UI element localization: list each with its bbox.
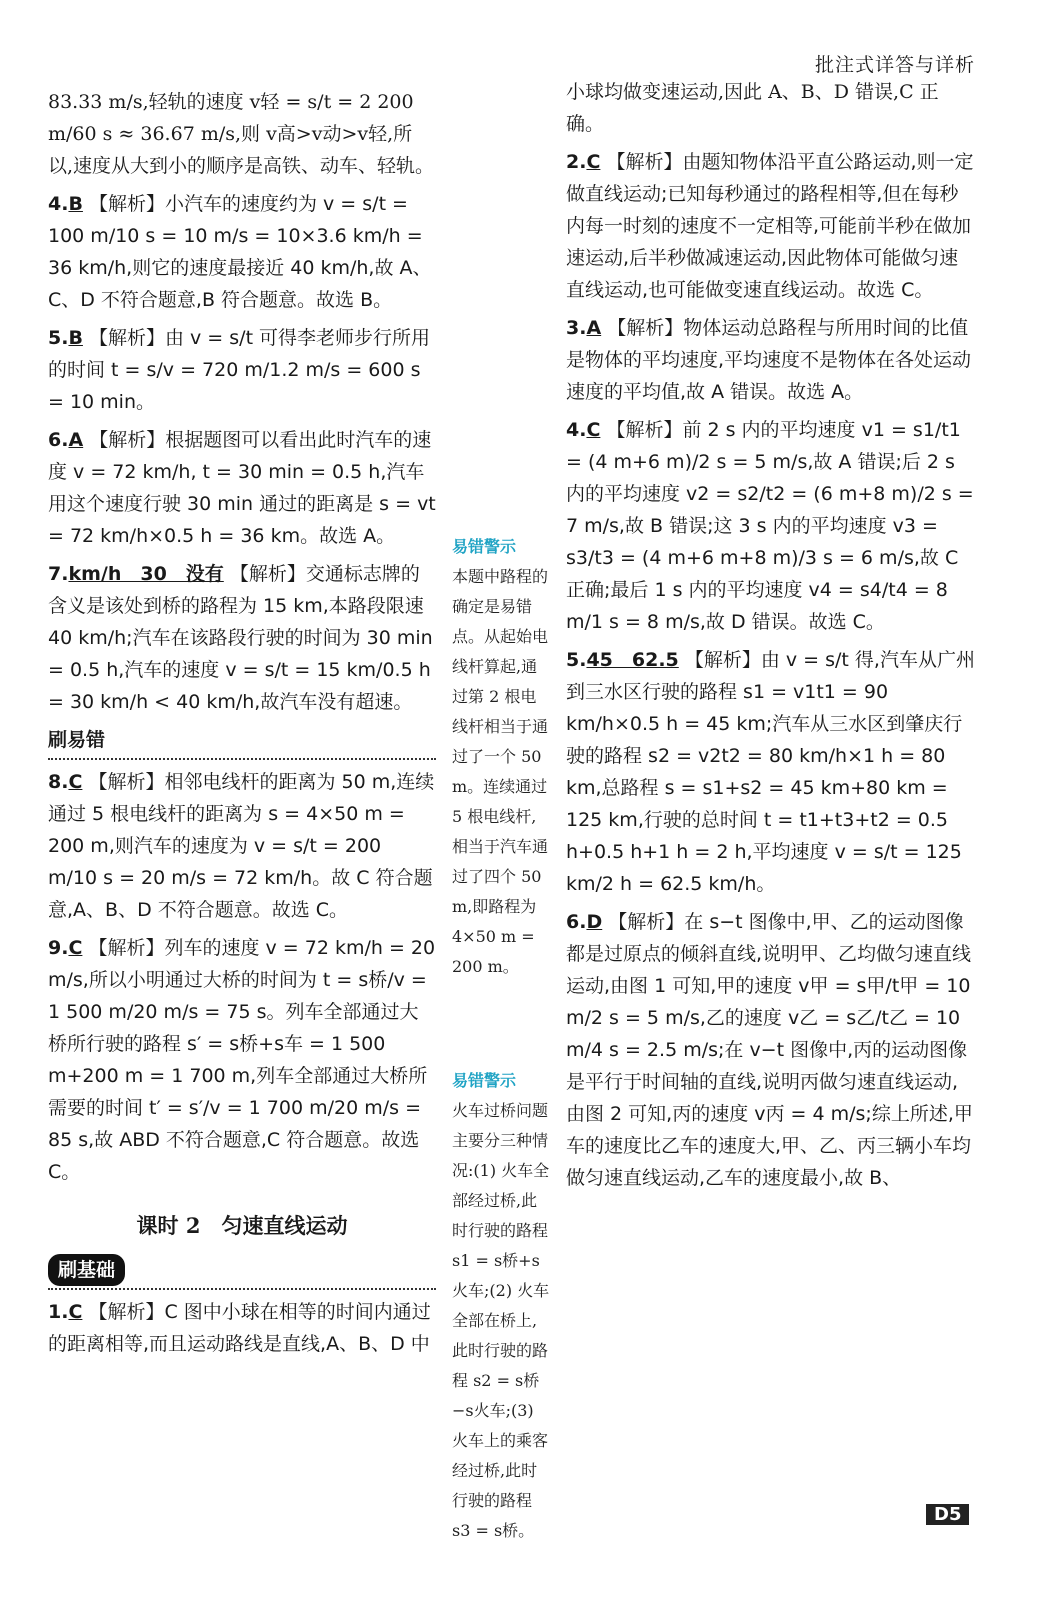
paragraph-continued: 83.33 m/s,轻轨的速度 v轻 = s/t = 2 200 m/60 s ≈ 36.67 m/s,则 v高>v动>v轻,所以,速度从大到小的顺序是高铁、动车、轻轨。 xyxy=(48,91,435,177)
answer: C xyxy=(68,937,83,959)
warning-text: 火车过桥问题主要分三种情况:(1) 火车全部经过桥,此时行驶的路程 s1 = s桥+s火车;(2) 火车全部在桥上,此时行驶的路程 s2 = s桥−s火车;(3) 火车上的乘客经过桥,此时行驶的路程 s3 = s桥。 xyxy=(452,1101,550,1540)
answer: 45 62.5 xyxy=(586,649,679,671)
question-6: 6.A 【解析】根据题图可以看出此时汽车的速度 v = 72 km/h, t = 30 min = 0.5 h,汽车用这个速度行驶 30 min 通过的距离是 s = vt = 72 km/h×0.5 h = 36 km。故选 A。 xyxy=(48,429,436,547)
warning-text: 本题中路程的确定是易错点。从起始电线杆算起,通过第 2 根电线杆相当于通过了一个 50 m。连续通过 5 根电线杆,相当于汽车通过了四个 50 m,即路程为 4×50 m = 200 m。 xyxy=(452,567,549,976)
answer: B xyxy=(68,327,83,349)
warning-title: 易错警示 xyxy=(452,1071,517,1090)
question-7: 7.km/h 30 没有 【解析】交通标志牌的含义是该处到桥的路程为 15 km,本路段限速 40 km/h;汽车在该路段行驶的时间为 30 min = 0.5 h,汽车的速度 v = s/t = 15 km/0.5 h = 30 km/h < 40 km/h,故汽车没有超速。 xyxy=(48,563,433,713)
page-number: D5 xyxy=(926,1504,969,1525)
left-column xyxy=(48,86,436,1366)
running-header: 批注式详答与详析 xyxy=(814,54,975,76)
lesson-title: 课时 2 匀速直线运动 xyxy=(136,1213,348,1238)
question-r2: 2.C 【解析】由题知物体沿平直公路运动,则一定做直线运动;已知每秒通过的路程相等,但在每秒内每一时刻的速度不一定相等,可能前半秒在做加速运动,后半秒做减速运动,因此物体可能做匀速直线运动,也可能做变速直线运动。故选 C。 xyxy=(566,151,974,301)
side-note-1 xyxy=(452,532,552,982)
question-9: 9.C 【解析】列车的速度 v = 72 km/h = 20 m/s,所以小明通过大桥的时间为 t = s桥/v = 1 500 m/20 m/s = 75 s。列车全部通过大桥所行驶的路程 s′ = s桥+s车 = 1 500 m+200 m = 1 700 m,列车全部通过大桥所需要的时间 t′ = s′/v = 1 700 m/20 m/s = 85 s,故 ABD 不符合题意,C 符合题意。故选 C。 xyxy=(48,937,436,1183)
right-column xyxy=(566,76,976,1200)
question-4: 4.B 【解析】小汽车的速度约为 v = s/t = 100 m/10 s = 10 m/s = 10×3.6 km/h = 36 km/h,则它的速度最接近 40 km/h,故 A、C、D 不符合题意,B 符合题意。故选 B。 xyxy=(48,193,432,311)
answer: B xyxy=(68,193,83,215)
question-r3: 3.A 【解析】物体运动总路程与所用时间的比值是物体的平均速度,平均速度不是物体在各处运动速度的平均值,故 A 错误。故选 A。 xyxy=(566,317,972,403)
answer: C xyxy=(68,1301,83,1323)
answer: D xyxy=(586,911,603,933)
section-heading-easy-wrong: 刷易错 xyxy=(48,724,436,760)
question-r4: 4.C 【解析】前 2 s 内的平均速度 v1 = s1/t1 = (4 m+6 m)/2 s = 5 m/s,故 A 错误;后 2 s 内的平均速度 v2 = s2/t2 = (6 m+8 m)/2 s = 7 m/s,故 B 错误;这 3 s 内的平均速度 v3 = s3/t3 = (4 m+6 m+8 m)/3 s = 6 m/s,故 C 正确;最后 1 s 内的平均速度 v4 = s4/t4 = 8 m/1 s = 8 m/s,故 D 错误。故选 C。 xyxy=(566,419,974,633)
answer: A xyxy=(68,429,84,451)
question-r5: 5.45 62.5 【解析】由 v = s/t 得,汽车从广州到三水区行驶的路程 s1 = v1t1 = 90 km/h×0.5 h = 45 km;汽车从三水区到肇庆行驶的路程 s2 = v2t2 = 80 km/h×1 h = 80 km,总路程 s = s1+s2 = 45 km+80 km = 125 km,行驶的总时间 t = t1+t3+t2 = 0.5 h+0.5 h+1 h = 2 h,平均速度 v = s/t = 125 km/2 h = 62.5 km/h。 xyxy=(566,649,975,895)
question-r6: 6.D 【解析】在 s−t 图像中,甲、乙的运动图像都是过原点的倾斜直线,说明甲、乙均做匀速直线运动,由图 1 可知,甲的速度 v甲 = s甲/t甲 = 10 m/2 s = 5 m/s,乙的速度 v乙 = s乙/t乙 = 10 m/4 s = 2.5 m/s;在 v−t 图像中,丙的运动图像是平行于时间轴的直线,说明丙做匀速直线运动,由图 2 可知,丙的速度 v丙 = 4 m/s;综上所述,甲车的速度比乙车的速度大,甲、乙、丙三辆小车均做匀速直线运动,乙车的速度最小,故 B、 xyxy=(566,911,973,1189)
answer: km/h 30 没有 xyxy=(68,563,224,585)
answer: A xyxy=(586,317,602,339)
paragraph-continued: 小球均做变速运动,因此 A、B、D 错误,C 正确。 xyxy=(566,81,939,135)
question-5: 5.B 【解析】由 v = s/t 可得李老师步行所用的时间 t = s/v = 720 m/1.2 m/s = 600 s = 10 min。 xyxy=(48,327,431,413)
answer: C xyxy=(586,151,601,173)
side-note-2 xyxy=(452,1066,552,1546)
answer: C xyxy=(586,419,601,441)
answer: C xyxy=(68,771,83,793)
warning-title: 易错警示 xyxy=(452,537,517,556)
question-r1: 1.C 【解析】C 图中小球在相等的时间内通过的距离相等,而且运动路线是直线,A、B、D 中 xyxy=(48,1301,431,1355)
section-heading-basic: 刷基础 xyxy=(48,1254,436,1290)
question-8: 8.C 【解析】相邻电线杆的距离为 50 m,连续通过 5 根电线杆的距离为 s = 4×50 m = 200 m,则汽车的速度为 v = s/t = 200 m/10 s = 20 m/s = 72 km/h。故 C 符合题意,A、B、D 不符合题意。故选 C。 xyxy=(48,771,435,921)
